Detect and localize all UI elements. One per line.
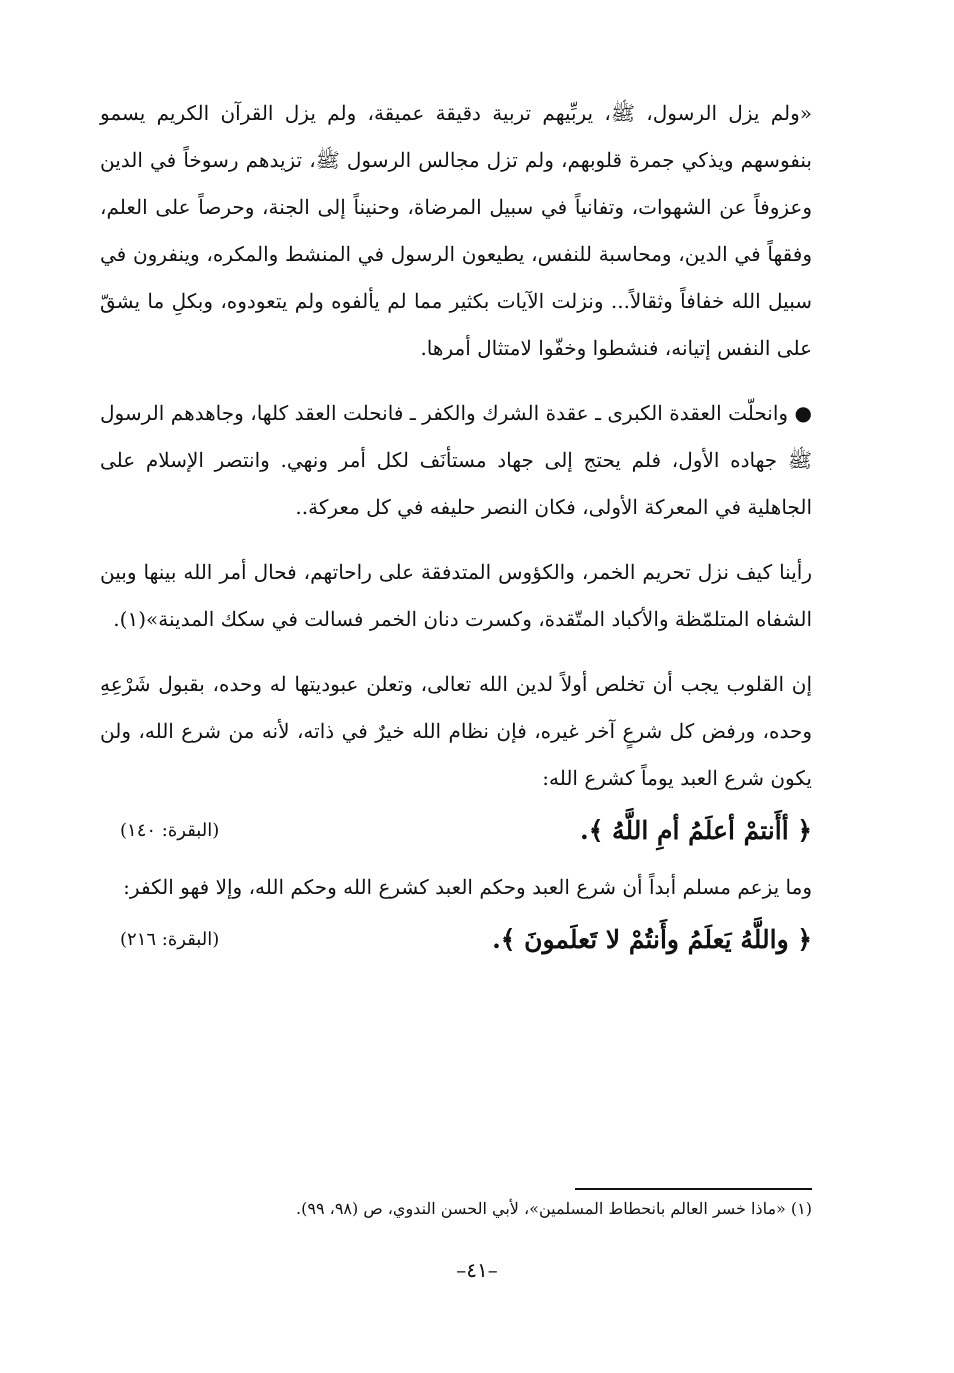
verse-reference: (البقرة: ١٤٠) <box>120 820 220 841</box>
quran-quote-1 <box>100 808 812 854</box>
paragraph-1: «ولم يزل الرسول، ﷺ، يربِّيهم تربية دقيقة عميقة، ولم يزل القرآن الكريم يسمو بنفوسهم ويذكي جمرة قلوبهم، ولم تزل مجالس الرسول ﷺ، تزيدهم رسوخاً في الدين وعزوفاً عن الشهوات، وتفانياً في سبيل المرضاة، وحنيناً إلى الجنة، وحرصاً على العلم، وفقهاً في الدين، ومحاسبة للنفس، يطيعون الرسول في المنشط والمكره، وينفرون في سبيل الله خفافاً وثقالاً... ونزلت الآيات بكثير مما لم يألفوه ولم يتعودوه، وبكلِ ما يشقّ على النفس إتيانه، فنشطوا وخفّوا لامتثال أمرها. <box>100 101 812 360</box>
footnote-divider <box>575 1188 812 1190</box>
footnote: (١) «ماذا خسر العالم بانحطاط المسلمين»، لأبي الحسن الندوي، ص (٩٨، ٩٩). <box>296 1199 812 1218</box>
paragraph-3: رأينا كيف نزل تحريم الخمر، والكؤوس المتدفقة على راحاتهم، فحال أمر الله بينها وبين الشفاه المتلمّظة والأكباد المتّقدة، وكسرت دنان الخمر فسالت في سكك المدينة»(١). <box>100 560 812 631</box>
paragraph-2: ● وانحلّت العقدة الكبرى ـ عقدة الشرك والكفر ـ فانحلت العقد كلها، وجاهدهم الرسول ﷺ جهاده الأول، فلم يحتج إلى جهاد مستأنَف لكل أمر ونهي. وانتصر الإسلام على الجاهلية في المعركة الأولى، فكان النصر حليفه في كل معركة.. <box>100 401 812 519</box>
paragraph-4: إن القلوب يجب أن تخلص أولاً لدين الله تعالى، وتعلن عبوديتها له وحده، بقبول شَرْعِهِ وحده، ورفض كل شرعٍ آخر غيره، فإن نظام الله خيرٌ في ذاته، لأنه من شرع الله، ولن يكون شرع العبد يوماً كشرع الله: <box>100 672 812 790</box>
quran-verse: ﴿ أأَنتمْ أعلَمُ أمِ اللَّهُ ﴾. <box>580 816 812 845</box>
quran-verse: ﴿ واللَّهُ يَعلَمُ وأَنتُمْ لا تَعلَمونَ ﴾. <box>492 925 812 954</box>
page-body <box>100 90 812 973</box>
page-number: –٤١– <box>456 1258 498 1282</box>
verse-reference: (البقرة: ٢١٦) <box>120 929 220 950</box>
paragraph-5: وما يزعم مسلم أبداً أن شرع العبد وحكم العبد كشرع الله وحكم الله، وإلا فهو الكفر: <box>123 875 812 899</box>
quran-quote-2 <box>100 917 812 963</box>
